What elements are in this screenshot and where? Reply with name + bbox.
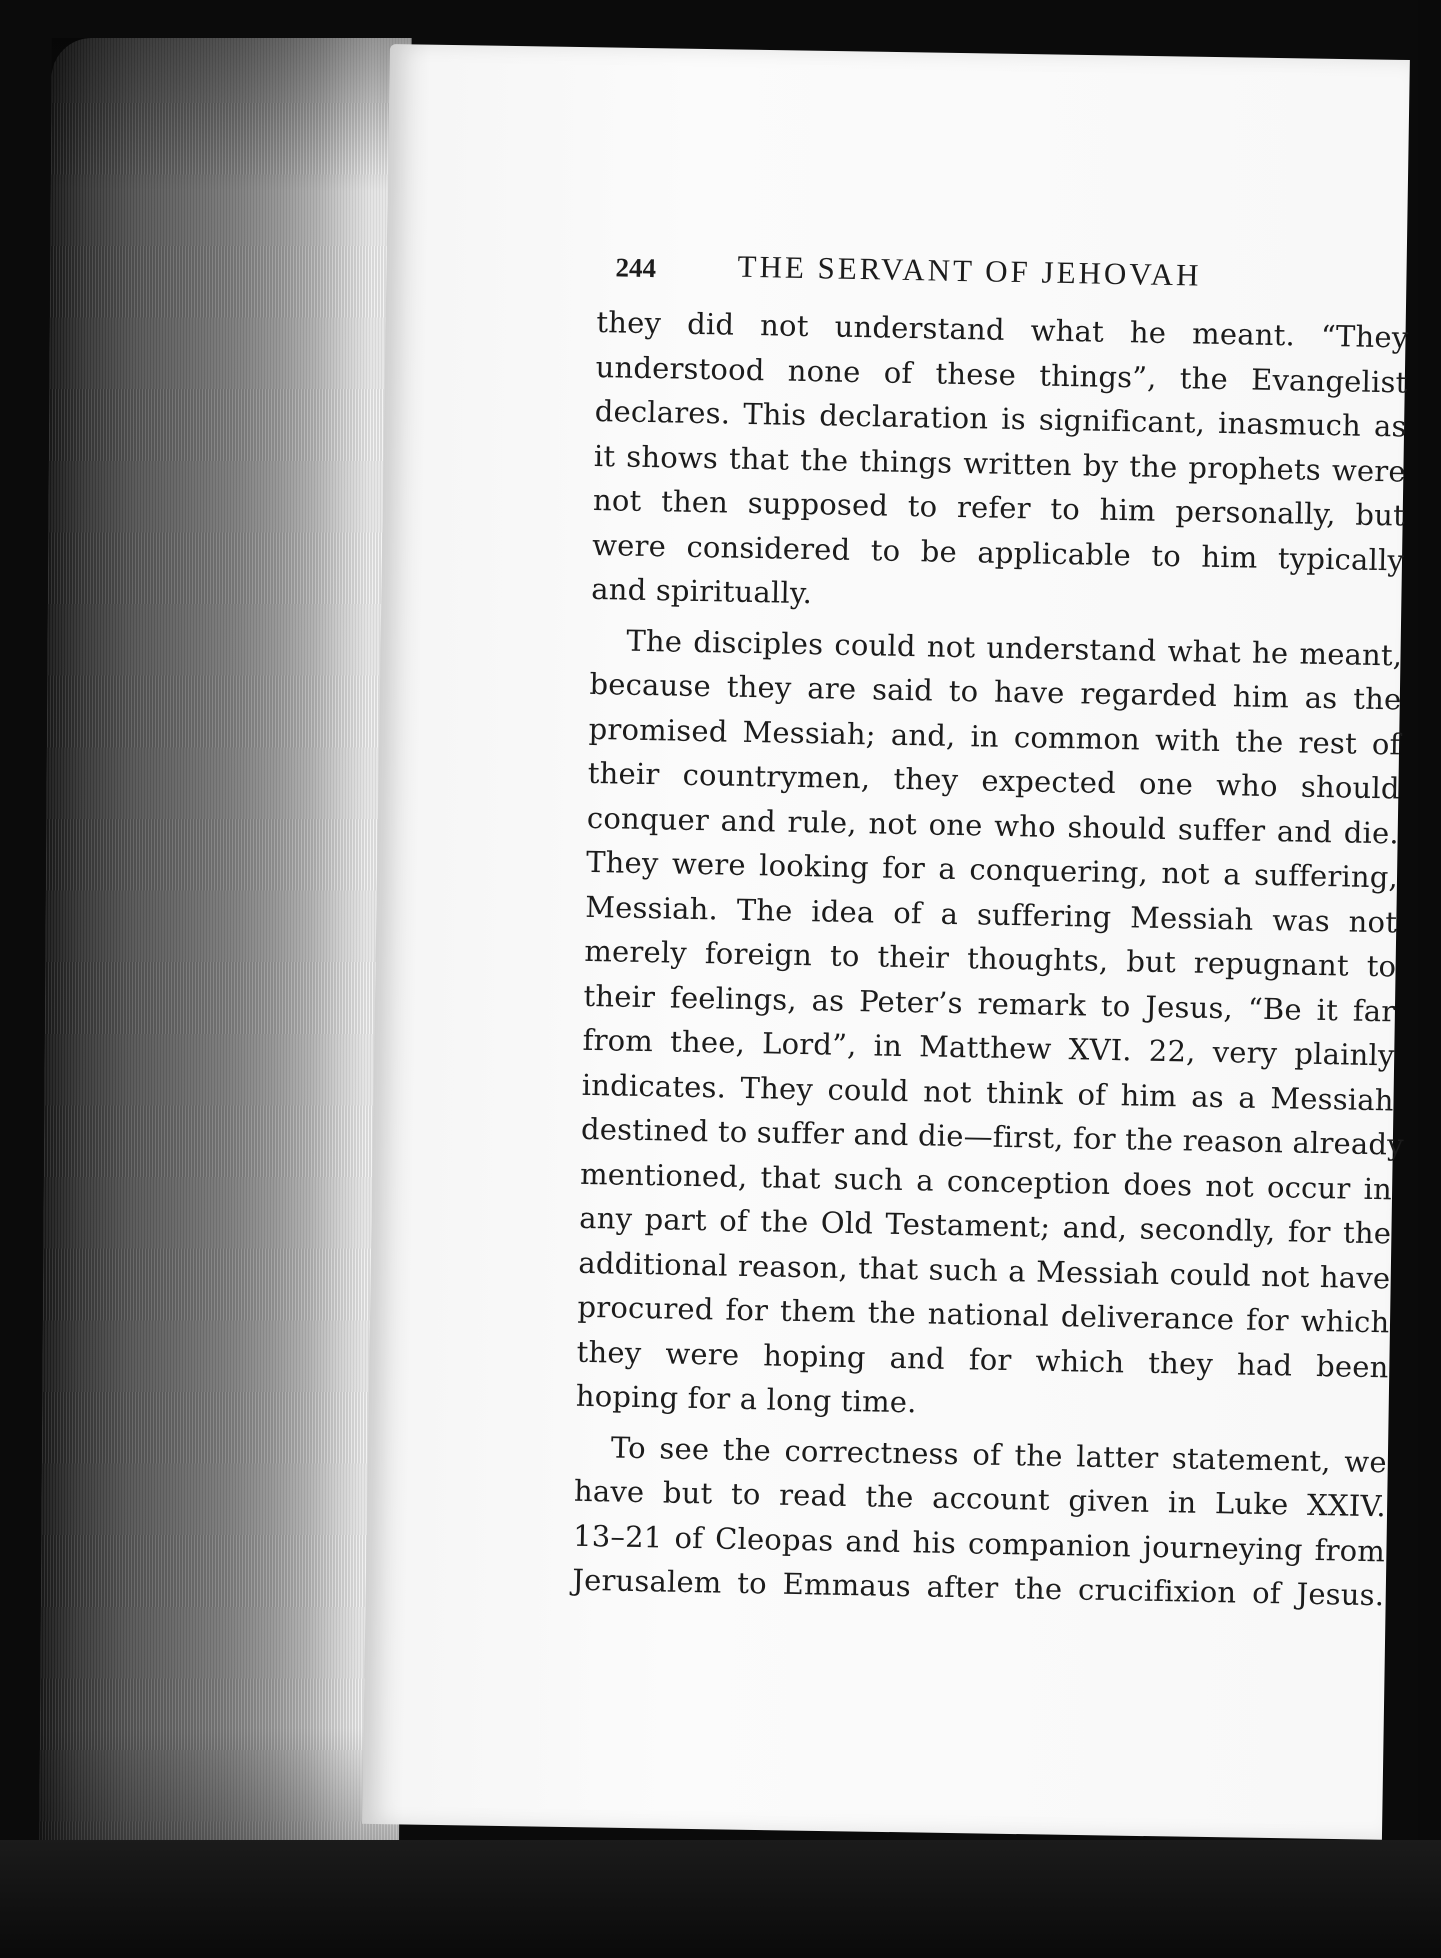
text-line: promised Messiah; and, in common with the rest of bbox=[588, 711, 1401, 761]
text-line: were considered to be applicable to him typically bbox=[591, 527, 1405, 578]
text-line: their countrymen, they expected one who should bbox=[587, 755, 1401, 806]
text-line: they were hoping and for which they had been bbox=[576, 1334, 1389, 1384]
text-line: mentioned, that such a conception does not occur in bbox=[579, 1156, 1393, 1206]
page-number: 244 bbox=[615, 252, 657, 284]
text-line: The disciples could not understand what he meant, bbox=[626, 623, 1403, 673]
paragraph-1 bbox=[591, 300, 1409, 627]
text-line: additional reason, that such a Messiah could not have bbox=[578, 1245, 1391, 1295]
text-line: hoping for a long time. bbox=[575, 1378, 917, 1420]
text-line: procured for them the national deliverance for which bbox=[577, 1289, 1390, 1340]
text-line: They were looking for a conquering, not a suffering, bbox=[585, 844, 1399, 895]
text-line: merely foreign to their thoughts, but repugnant to bbox=[584, 933, 1397, 984]
text-line: declares. This declaration is significant, inasmuch as bbox=[594, 393, 1407, 444]
text-line: and spiritually. bbox=[591, 571, 813, 611]
left-page-fore-edge bbox=[38, 38, 411, 1958]
text-line: conquer and rule, not one who should suffer and die. bbox=[586, 800, 1400, 850]
bottom-scan-border bbox=[0, 1840, 1441, 1958]
right-scan-border bbox=[1418, 0, 1441, 1958]
text-line: any part of the Old Testament; and, secondly, for the bbox=[578, 1200, 1392, 1251]
text-line: they did not understand what he meant. “They bbox=[596, 304, 1409, 355]
text-line: indicates. They could not think of him as a Messiah bbox=[581, 1067, 1395, 1117]
text-line: not then supposed to refer to him personally, but bbox=[592, 482, 1406, 533]
text-line: To see the correctness of the latter statement, we bbox=[610, 1429, 1388, 1479]
paragraph-2 bbox=[575, 617, 1405, 1433]
text-line: from thee, Lord”, in Matthew XVI. 22, very plainly bbox=[582, 1022, 1395, 1073]
page-text-block bbox=[572, 244, 1410, 1622]
running-title: THE SERVANT OF JEHOVAH bbox=[737, 248, 1202, 293]
paragraph-3 bbox=[572, 1424, 1387, 1618]
text-line: because they are said to have regarded him as the bbox=[589, 666, 1402, 717]
text-line: Messiah. The idea of a suffering Messiah was not bbox=[584, 889, 1398, 939]
text-line: 13–21 of Cleopas and his companion journeying from bbox=[572, 1518, 1386, 1568]
text-line: Jerusalem to Emmaus after the crucifixion of Jesus. bbox=[572, 1562, 1385, 1613]
text-line: it shows that the things written by the prophets were bbox=[593, 438, 1407, 489]
text-line: their feelings, as Peter’s remark to Jesus, “Be it far bbox=[583, 978, 1396, 1028]
text-line: destined to suffer and die—first, for the reason already bbox=[580, 1111, 1405, 1162]
text-line: have but to read the account given in Luke XXIV. bbox=[573, 1473, 1387, 1524]
text-line: understood none of these things”, the Evangelist bbox=[595, 349, 1408, 400]
